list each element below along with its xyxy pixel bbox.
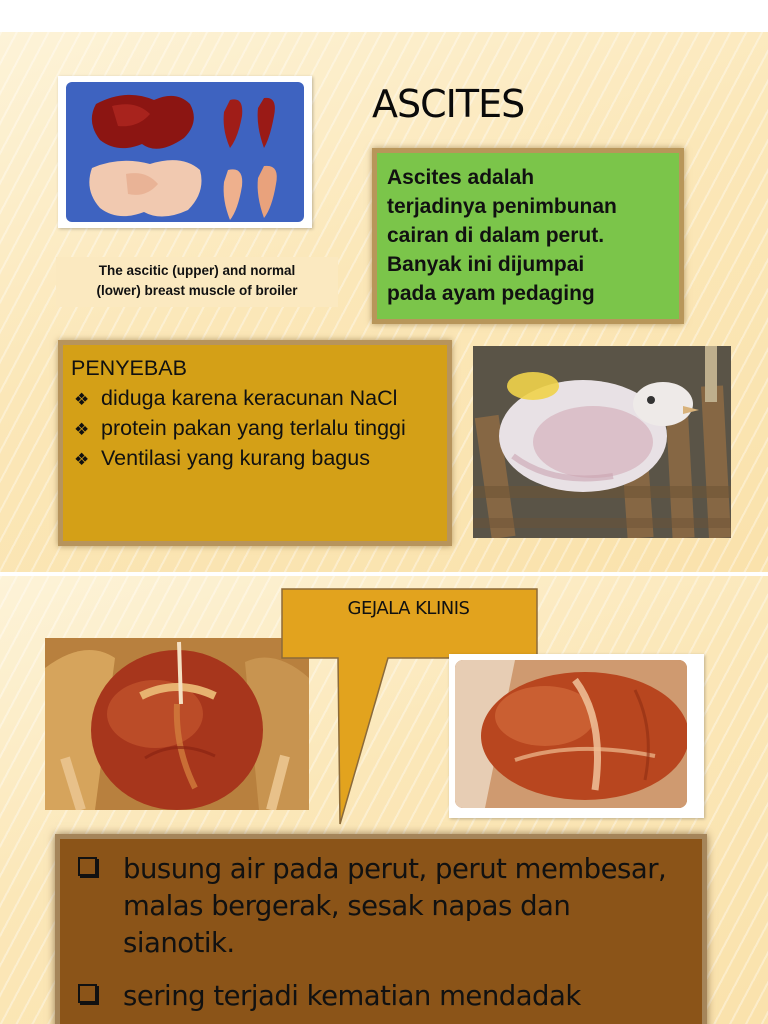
cause-item [71, 413, 439, 443]
slide-ascites [0, 32, 768, 572]
sick-chick-image [473, 346, 731, 538]
symptom-item [78, 851, 672, 962]
caption-line-2: (lower) breast muscle of broiler [96, 283, 298, 298]
cause-item [71, 443, 439, 473]
causes-box [58, 340, 452, 546]
symptom-item [78, 978, 672, 1015]
breast-muscle-photo [58, 76, 312, 228]
definition-box [372, 148, 684, 324]
definition-line: Banyak ini dijumpai [387, 253, 585, 276]
breast-muscle-image [66, 82, 304, 222]
distended-abdomen-photo-left [45, 638, 309, 810]
diamond-bullet-icon: ❖ [74, 420, 90, 439]
symptom-item-text: busung air pada perut, perut membesar, malas bergerak, sesak napas dan sianotik. [123, 853, 667, 959]
causes-list [71, 383, 439, 473]
symptom-item-text: sering terjadi kematian mendadak [123, 980, 581, 1012]
definition-line: pada ayam pedaging [387, 282, 595, 305]
caption-line-1: The ascitic (upper) and normal [98, 263, 296, 278]
cause-item-text: diduga karena keracunan NaCl [101, 386, 398, 410]
definition-line: terjadinya penimbunan [387, 195, 617, 218]
causes-heading: PENYEBAB [71, 356, 187, 380]
distended-abdomen-photo-right [449, 654, 704, 818]
checkbox-bullet-icon [78, 984, 97, 1003]
symptoms-list [78, 851, 672, 1015]
checkbox-bullet-icon [78, 857, 97, 876]
cause-item-text: protein pakan yang terlalu tinggi [101, 416, 406, 440]
definition-line: cairan di dalam perut. [387, 224, 605, 247]
slide-clinical-signs [0, 576, 768, 1024]
diamond-bullet-icon: ❖ [74, 390, 90, 409]
cause-item-text: Ventilasi yang kurang bagus [101, 446, 370, 470]
callout-title: GEJALA KLINIS [347, 598, 470, 619]
photo-caption [56, 257, 338, 307]
symptoms-box [55, 834, 707, 1024]
definition-line: Ascites adalah [387, 166, 535, 189]
distended-abdomen-image-right [455, 660, 687, 808]
cause-item [71, 383, 439, 413]
slide-title: ASCITES [372, 82, 525, 126]
diamond-bullet-icon: ❖ [74, 450, 90, 469]
sick-chick-photo [473, 346, 731, 538]
distended-abdomen-image-left [45, 638, 309, 810]
